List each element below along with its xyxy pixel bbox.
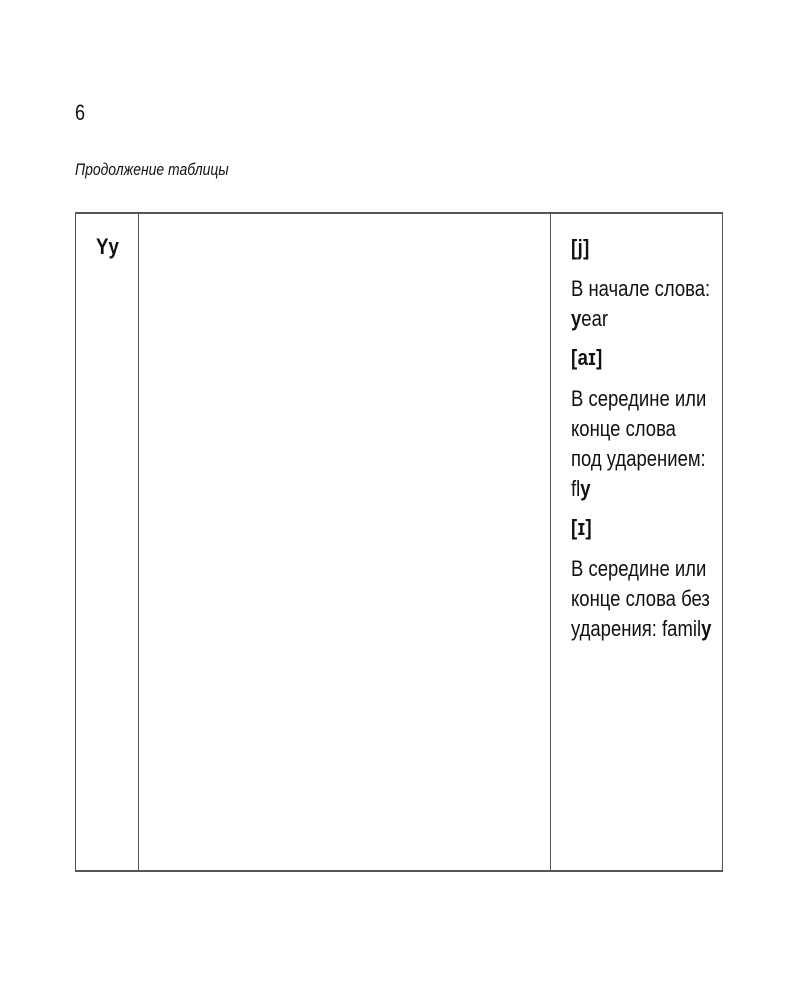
example-letter: y bbox=[701, 616, 712, 641]
pronunciation-rules-cell bbox=[571, 234, 721, 654]
ipa-transcription: [ɪ] bbox=[571, 515, 593, 540]
table-caption: Продолжение таблицы bbox=[75, 160, 229, 179]
rule-description bbox=[571, 384, 721, 504]
rule-description bbox=[571, 554, 721, 644]
example-word bbox=[571, 476, 591, 501]
letter-table bbox=[75, 212, 723, 872]
ipa-transcription: [j] bbox=[571, 235, 590, 260]
ipa-transcription: [aɪ] bbox=[571, 345, 603, 370]
rule-text-line: под ударением: bbox=[571, 446, 706, 471]
letter-label: Yy bbox=[95, 234, 119, 259]
column-divider bbox=[550, 214, 551, 870]
page-number: 6 bbox=[75, 100, 86, 125]
rule-description bbox=[571, 274, 721, 334]
rule-text-line: В середине или bbox=[571, 386, 707, 411]
rule-text-line: конце слова bbox=[571, 416, 676, 441]
rule-text-line: В начале слова: bbox=[571, 276, 711, 301]
letter-cell bbox=[76, 234, 138, 260]
rule-text-line: В середине или bbox=[571, 556, 707, 581]
example-rest: ear bbox=[581, 306, 608, 331]
example-letter: y bbox=[571, 306, 582, 331]
example-letter: y bbox=[580, 476, 591, 501]
example-word bbox=[571, 306, 608, 331]
example-prefix: fl bbox=[571, 476, 581, 501]
rule-text-line: ударения: famil bbox=[571, 616, 702, 641]
rule-text-line: конце слова без bbox=[571, 586, 710, 611]
column-divider bbox=[138, 214, 139, 870]
